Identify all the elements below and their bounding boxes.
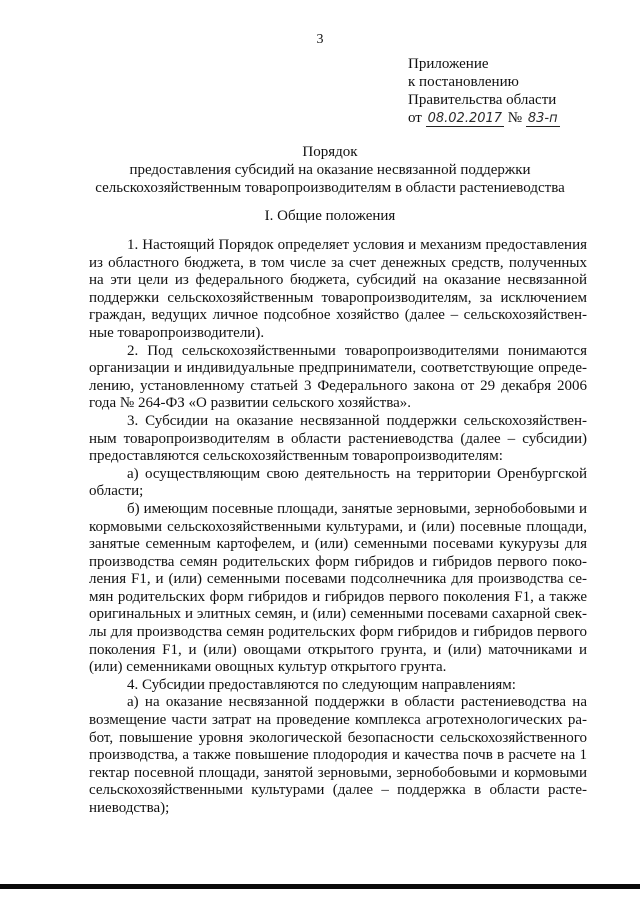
appendix-line-2: к постановлению <box>408 74 519 90</box>
page-number: 3 <box>316 32 324 47</box>
appendix-block <box>408 55 633 128</box>
footer-rule <box>0 884 640 889</box>
title-line-1: Порядок <box>302 144 358 160</box>
paragraph-4: 4. Субсидии предоставляются по следующим направлениям: <box>127 676 516 693</box>
handwritten-date: 08.02.2017 <box>427 111 503 126</box>
number-prefix: № <box>507 110 523 126</box>
paragraph-3: 3. Субсидии на оказание несвязанной поддержки сельскохозяйственным товаропроизводителям в области растениеводства (далее – субсидии) предоставляются сельскохозяйственным товаропроизводителям: <box>89 412 587 465</box>
handwritten-number: 83-п <box>527 111 558 126</box>
appendix-line-1: Приложение <box>408 56 489 72</box>
body-text <box>89 237 587 818</box>
paragraph-4a: а) на оказание несвязанной поддержки в области растениеводства на возмещение части затрат на проведение комплекса агротехнологических работ, повышение уровня экологической безопасности сельскохозяйственного производства, а также повышение плодородия и качества почв в расчете на 1 гектар посевной площади, занятой зерновыми, зернобобовыми и кормовыми сельскохозяйственными культурами (далее – поддержка в области растениеводства); <box>89 694 587 816</box>
title-line-3: сельскохозяйственным товаропроизводителям в области растениеводства <box>95 180 565 196</box>
document-title <box>60 143 600 197</box>
title-line-2: предоставления субсидий на оказание несвязанной поддержки <box>129 162 531 178</box>
paragraph-1: 1. Настоящий Порядок определяет условия и механизм предоставления из областного бюджета, в том числе за счет денежных средств, полученных на эти цели из федерального бюджета, субсидий на оказание несвязанной поддержки сельскохозяйственным товаропроизводителям, за исключением граждан, ведущих личное подсобное хозяйство (далее – сельскохозяйственные товаропроизводители). <box>89 237 587 341</box>
paragraph-3b: б) имеющим посевные площади, занятые зерновыми, зернобобовыми и кормовыми сельскохозяйственными культурами, и (или) посевные площади, занятые семенным картофелем, и (или) семенными посевами кукурузы для производства семян родительских форм гибридов и гибридов первого поколения F1, и (или) семенными посевами подсолнечника для производства семян родительских форм гибридов и гибридов первого поколения F1, а также оригинальных и элитных семян, и (или) семенными посевами сахарной свеклы для производства семян родительских форм гибридов и гибридов первого поколения F1, и (или) овощами открытого грунта, и (или) маточниками и (или) семенниками овощных культур открытого грунта. <box>89 500 587 676</box>
section-heading: I. Общие положения <box>264 208 396 224</box>
paragraph-3a: а) осуществляющим свою деятельность на территории Оренбургской области; <box>89 465 587 500</box>
date-prefix: от <box>408 110 422 126</box>
paragraph-2: 2. Под сельскохозяйственными товаропроизводителями понимаются организации и индивидуальные предприниматели, соответствующие определению, установленному статьей 3 Федерального закона от 29 декабря 2006 года № 264-ФЗ «О развитии сельского хозяйства». <box>89 342 587 412</box>
appendix-date-line <box>408 109 633 128</box>
appendix-line-3: Правительства области <box>408 92 557 108</box>
